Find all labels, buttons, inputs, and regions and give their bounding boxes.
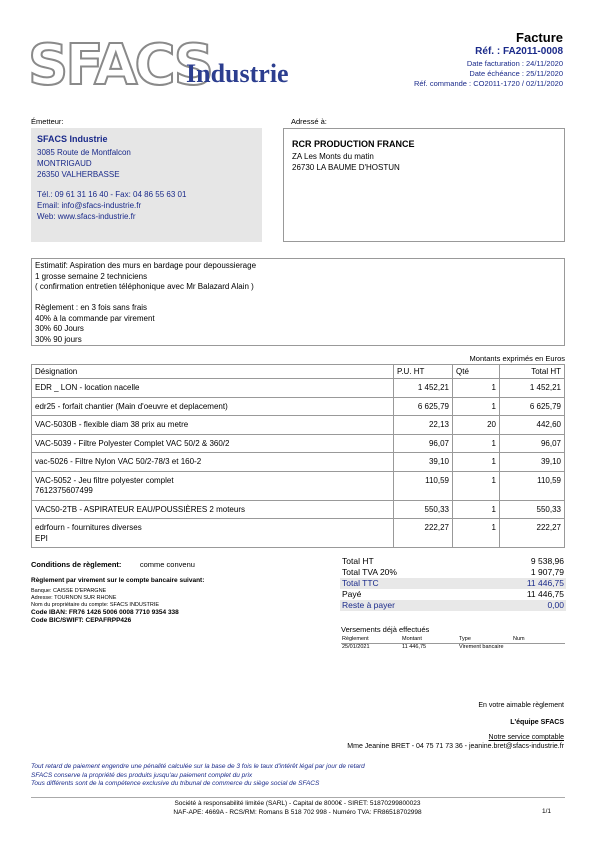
- adresse-banque: Adresse: TOURNON SUR RHONE: [31, 595, 117, 601]
- cell-pu-text: 110,59: [425, 475, 449, 485]
- vers-header: Montant: [401, 636, 458, 644]
- logo-brand-text: SFACS: [28, 33, 211, 94]
- description-line: Estimatif: Aspiration des murs en bardage pour depoussierage: [35, 261, 257, 270]
- cell-total-text: 110,59: [537, 475, 561, 485]
- emetteur-email: Email: info@sfacs-industrie.fr: [37, 201, 142, 210]
- table-row: [32, 434, 565, 453]
- cell-qte-text: 1: [491, 401, 496, 411]
- cell-designation-sub: EPI: [35, 533, 48, 543]
- totals-row: [340, 600, 566, 611]
- cell-pu: [394, 416, 453, 435]
- table-row: [32, 519, 565, 548]
- versements-header-row: [341, 636, 565, 644]
- cell-designation: [32, 471, 394, 500]
- cell-qte-text: 1: [491, 383, 496, 392]
- cell-pu: [394, 434, 453, 453]
- description-line: 1 grosse semaine 2 techniciens: [35, 271, 148, 281]
- description-line: [35, 293, 561, 304]
- cell-pu: [394, 453, 453, 472]
- header-total: Total HT: [500, 365, 565, 379]
- cell-qte: [453, 397, 500, 416]
- proprietaire: Nom du propriétaire du compte: SFACS INDUSTRIE: [31, 602, 160, 608]
- legal-line1: Société à responsabilité limitée (SARL) - Capital de 8000€ - SIRET: 51870299800023: [174, 800, 421, 807]
- total-label: Total TTC: [340, 578, 473, 589]
- header-designation: Désignation: [32, 365, 394, 379]
- table-row: [32, 453, 565, 472]
- cell-designation: [32, 500, 394, 519]
- destinataire-box: [283, 128, 565, 242]
- items-table: [31, 364, 565, 548]
- cell-total: [500, 434, 565, 453]
- destinataire-line: 26730 LA BAUME D'HOSTUN: [292, 163, 400, 172]
- total-label: Reste à payer: [340, 600, 473, 611]
- invoice-header: [414, 30, 563, 89]
- cell-qte: [453, 453, 500, 472]
- signature-line3: Notre service comptable: [488, 734, 564, 741]
- cell-qte: [453, 519, 500, 548]
- cell-total: [500, 471, 565, 500]
- cell-pu-text: 222,27: [424, 523, 449, 532]
- cell-designation-text: VAC-5052 - Jeu filtre polyester complet: [35, 475, 174, 485]
- vers-montant: 11 446,75: [402, 644, 427, 650]
- iban: Code IBAN: FR76 1426 5006 0008 7710 9354 338: [31, 609, 179, 616]
- signature-block: [347, 701, 564, 751]
- versements-block: [341, 625, 565, 651]
- cell-pu: [394, 519, 453, 548]
- cell-qte: [453, 434, 500, 453]
- cell-qte: [453, 379, 500, 398]
- cell-designation-sub: 7612375607499: [35, 486, 93, 495]
- vers-date: 25/01/2021: [342, 644, 370, 650]
- vers-header: Num: [512, 636, 565, 644]
- conditions-value: comme convenu: [139, 560, 195, 569]
- date-facturation: Date facturation : 24/11/2020: [466, 59, 563, 68]
- versements-row: [341, 644, 565, 652]
- signature-line4: Mme Jeanine BRET - 04 75 71 73 36 - jeanine.bret@sfacs-industrie.fr: [347, 743, 564, 750]
- vers-header: Règlement: [341, 636, 401, 644]
- table-header-row: [32, 365, 565, 379]
- cell-qte-text: 1: [491, 504, 496, 514]
- cell-designation-text: VAC-5030B - flexible diam 38 prix au metre: [35, 420, 189, 429]
- emetteur-name: SFACS Industrie: [37, 134, 108, 144]
- emetteur-web: Web: www.sfacs-industrie.fr: [37, 212, 136, 221]
- cell-designation: [32, 519, 394, 548]
- totals-row: [340, 567, 566, 578]
- total-value: 11 446,75: [473, 578, 566, 589]
- cell-total: [500, 379, 565, 398]
- table-row: [32, 471, 565, 500]
- legal-line2: NAF-APE: 4669A - RCS/RM: Romans B 518 702 998 - Numéro TVA: FR86518702998: [173, 809, 422, 816]
- bic: Code BIC/SWIFT: CEPAFRPP426: [31, 617, 132, 624]
- emetteur-line: 26350 VALHERBASSE: [37, 170, 120, 179]
- page-number: 1/1: [541, 808, 551, 815]
- invoice-ref: Réf. : FA2011-0008: [475, 46, 563, 57]
- cell-qte-text: 1: [491, 457, 496, 466]
- cell-qte-text: 1: [491, 523, 496, 532]
- cell-total: [500, 397, 565, 416]
- footer-notes: [31, 763, 365, 789]
- note-line: Tout retard de paiement engendre une pénalité calculée sur la base de 3 fois le taux d'intérêt légal par jour de retard: [31, 763, 365, 770]
- montants-note: Montants exprimés en Euros: [469, 354, 565, 363]
- cell-qte: [453, 500, 500, 519]
- cell-total-text: 1 452,21: [529, 383, 561, 392]
- versements-title: Versements déjà effectués: [341, 625, 430, 634]
- cell-total: [500, 453, 565, 472]
- cell-pu-text: 550,33: [424, 504, 449, 514]
- date-echeance: Date échéance : 25/11/2020: [469, 69, 563, 78]
- destinataire-line: ZA Les Monts du matin: [292, 152, 374, 161]
- cell-pu-text: 39,10: [428, 457, 449, 466]
- emetteur-line: 3085 Route de Montfalcon: [37, 148, 131, 157]
- header-pu: P.U. HT: [394, 365, 453, 379]
- cell-designation-text: EDR _ LON - location nacelle: [35, 383, 140, 392]
- signature-line1: En votre aimable règlement: [478, 702, 564, 709]
- cell-designation: [32, 434, 394, 453]
- cell-total-text: 222,27: [536, 523, 561, 532]
- virement-label: Règlement par virement sur le compte bancaire suivant:: [31, 577, 205, 584]
- destinataire-name: RCR PRODUCTION FRANCE: [292, 139, 415, 149]
- total-value: 0,00: [473, 600, 566, 611]
- emetteur-tel: Tél.: 09 61 31 16 40 - Fax: 04 86 55 63 01: [37, 190, 187, 199]
- note-line: Tous différents sont de la compétence exclusive du tribunal de commerce du siège social de SFACS: [31, 780, 320, 787]
- ref-commande: Réf. commande : CO2011-1720 / 02/11/2020: [414, 79, 563, 88]
- conditions-label: Conditions de règlement:: [31, 560, 122, 569]
- table-row: [32, 416, 565, 435]
- description-box: [31, 258, 565, 346]
- invoice-title: Facture: [516, 30, 563, 45]
- totals-row: [340, 589, 566, 600]
- vers-num: [512, 644, 565, 652]
- cell-pu-text: 6 625,79: [417, 401, 449, 411]
- cell-pu: [394, 471, 453, 500]
- header-qte: Qté: [453, 365, 500, 379]
- cell-designation: [32, 416, 394, 435]
- signature-line2: L'équipe SFACS: [510, 719, 564, 726]
- cell-qte-text: 20: [487, 420, 496, 429]
- table-row: [32, 500, 565, 519]
- table-row: [32, 379, 565, 398]
- legal-footer: [0, 799, 595, 817]
- conditions-block: [31, 560, 331, 625]
- sfacs-logo: [28, 32, 318, 94]
- cell-total-text: 96,07: [540, 438, 561, 448]
- cell-pu-text: 1 452,21: [417, 383, 449, 392]
- cell-total-text: 442,60: [536, 420, 561, 429]
- totals-row: [340, 556, 566, 567]
- table-row: [32, 397, 565, 416]
- cell-total: [500, 500, 565, 519]
- emetteur-line: MONTRIGAUD: [37, 159, 92, 168]
- cell-pu: [394, 500, 453, 519]
- logo-sub-text: Industrie: [186, 59, 289, 88]
- cell-pu: [394, 379, 453, 398]
- total-value: 1 907,79: [530, 567, 564, 577]
- description-line: 30% 60 Jours: [35, 324, 84, 333]
- cell-designation-text: vac-5026 - Filtre Nylon VAC 50/2-78/3 et 160-2: [35, 457, 202, 466]
- cell-designation-text: VAC-5039 - Filtre Polyester Complet VAC 50/2 & 360/2: [35, 438, 230, 448]
- total-label: Total HT: [342, 556, 374, 566]
- description-line: Règlement : en 3 fois sans frais: [35, 303, 148, 312]
- cell-total: [500, 519, 565, 548]
- total-value: 9 538,96: [530, 556, 564, 566]
- cell-pu-text: 22,13: [428, 420, 449, 429]
- note-line: SFACS conserve la propriété des produits jusqu'au paiement complet du prix: [31, 771, 253, 779]
- totals-row: [340, 578, 566, 589]
- description-line: ( confirmation entretien téléphonique avec Mr Balazard Alain ): [35, 282, 254, 291]
- footer-divider: [31, 797, 565, 798]
- total-label: Payé: [342, 589, 362, 599]
- cell-designation: [32, 397, 394, 416]
- cell-pu: [394, 397, 453, 416]
- versements-table: [341, 636, 565, 651]
- cell-designation: [32, 379, 394, 398]
- cell-qte: [453, 416, 500, 435]
- cell-qte: [453, 471, 500, 500]
- cell-designation-text: edrfourn - fournitures diverses: [35, 523, 142, 532]
- cell-total-text: 550,33: [536, 504, 561, 514]
- vers-type: Virement bancaire: [459, 644, 504, 650]
- cell-pu-text: 96,07: [428, 438, 449, 448]
- destinataire-label: Adressé à:: [291, 117, 327, 126]
- cell-designation: [32, 453, 394, 472]
- emetteur-box: [31, 128, 262, 242]
- total-label: Total TVA 20%: [342, 567, 397, 577]
- emetteur-label: Émetteur:: [31, 117, 64, 126]
- totals-table: [340, 556, 566, 611]
- cell-total-text: 6 625,79: [529, 401, 561, 411]
- cell-total-text: 39,10: [540, 457, 561, 466]
- banque: Banque: CAISSE D'EPARGNE: [31, 588, 107, 594]
- cell-qte-text: 1: [491, 475, 496, 485]
- cell-total: [500, 416, 565, 435]
- total-value: 11 446,75: [526, 589, 564, 599]
- cell-qte-text: 1: [491, 438, 496, 448]
- vers-header: Type: [458, 636, 512, 644]
- cell-designation-text: VAC50-2TB - ASPIRATEUR EAU/POUSSIÈRES 2 moteurs: [35, 504, 245, 514]
- description-line: 30% 90 jours: [35, 334, 82, 344]
- description-line: 40% à la commande par virement: [35, 313, 155, 323]
- cell-designation-text: edr25 - forfait chantier (Main d'oeuvre et deplacement): [35, 401, 228, 411]
